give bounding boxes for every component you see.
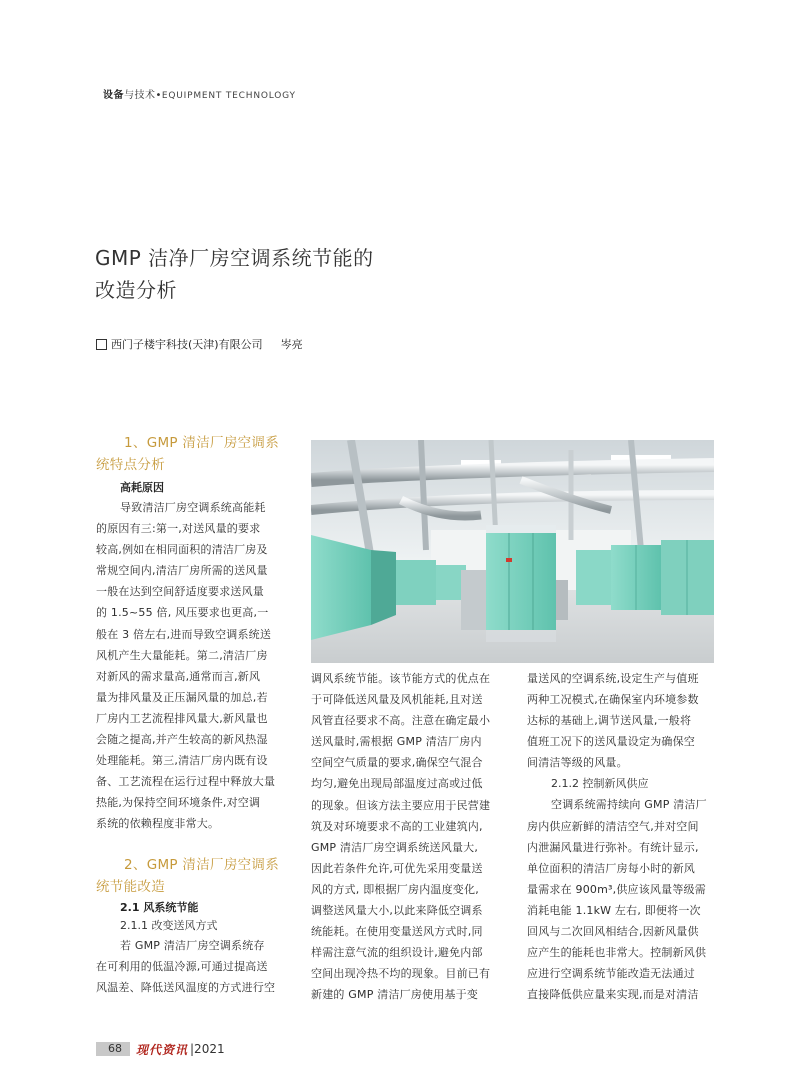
text-line: 量送风的空调系统,设定生产与值班: [527, 672, 699, 685]
text-line: 的 1.5~55 倍, 风压要求也更高,一: [96, 606, 269, 620]
text-line: 量需求在 900m³,供应该风量等级需: [527, 882, 706, 896]
text-line: 达标的基础上,调节送风量,一般将: [527, 714, 692, 728]
header-en: EQUIPMENT TECHNOLOGY: [161, 91, 296, 101]
paragraph-2: [96, 935, 284, 998]
author-name: 岑亮: [280, 338, 303, 351]
text-line: 空间出现冷热不均的现象。目前已有: [311, 967, 491, 981]
text-line: 常规空间内,清洁厂房所需的送风量: [96, 564, 268, 578]
text-line: 若 GMP 清洁厂房空调系统存: [120, 938, 265, 952]
page-footer: [96, 1042, 225, 1056]
text-line: 在可利用的低温冷源,可通过提高送: [96, 959, 268, 973]
author-line: [96, 336, 303, 352]
text-line: 的现象。但该方法主要应用于民营建: [311, 798, 491, 812]
square-bullet-icon: [96, 339, 107, 350]
hvac-room-illustration: [311, 440, 714, 663]
text-line: 空间空气质量的要求,确保空气混合: [311, 756, 483, 770]
column-1: [96, 432, 284, 998]
text-line: 应产生的能耗也非常大。控制新风供: [527, 946, 707, 960]
header-dot: •: [155, 90, 162, 101]
text-line: 值班工况下的送风量设定为确保空: [527, 735, 695, 749]
text-line: 回风与二次回风相结合,因新风量供: [527, 925, 699, 939]
column-3: [527, 668, 715, 1005]
text-line: 消耗电能 1.1kW 左右, 即便将一次: [527, 903, 701, 917]
text-line: GMP 清洁厂房空调系统送风量大,: [311, 840, 479, 854]
column-3-paragraph-2: [527, 794, 715, 1005]
hvac-room-photo: [311, 440, 714, 663]
text-line: 统能耗。在使用变量送风方式时,同: [311, 925, 483, 939]
title-line-1: GMP 洁净厂房空调系统节能的: [95, 246, 374, 270]
subheading-cause: 高耗原因: [120, 481, 164, 494]
text-line: 筑及对环境要求不高的工业建筑内,: [311, 819, 483, 833]
text-line: 应进行空调系统节能改造无法通过: [527, 967, 695, 981]
page-number: 68: [96, 1042, 130, 1056]
text-line: 会随之提高,并产生较高的新风热湿: [96, 733, 268, 747]
section-heading-1: 1、GMP 清洁厂房空调系 统特点分析: [96, 435, 280, 473]
subheading-change-supply: 2.1.1 改变送风方式: [120, 918, 218, 932]
issue-year: |2021: [190, 1042, 225, 1056]
text-line: 间清洁等级的风量。: [527, 756, 628, 770]
text-line: 量为排风量及正压漏风量的加总,若: [96, 690, 268, 704]
text-line: 热能,为保持空间环境条件,对空调: [96, 796, 261, 810]
magazine-logo: 现代资讯: [136, 1042, 189, 1057]
text-line: 较高,例如在相同面积的清洁厂房及: [96, 543, 268, 557]
text-line: 导致清洁厂房空调系统高能耗: [120, 501, 266, 514]
text-line: 单位面积的清洁厂房每小时的新风: [527, 861, 695, 875]
header-bold: 设备: [103, 90, 124, 101]
section-heading-2: 2、GMP 清洁厂房空调系 统节能改造: [96, 856, 280, 895]
column-2: [311, 668, 499, 1006]
text-line: 送风量时,需根据 GMP 清洁厂房内: [311, 735, 482, 749]
text-line: 新建的 GMP 清洁厂房使用基于变: [311, 988, 479, 1002]
text-line: 两种工况模式,在确保室内环境参数: [527, 693, 699, 707]
text-line: 房内供应新鲜的清洁空气,并对空间: [527, 819, 699, 833]
text-line: 因此若条件允许,可优先采用变量送: [311, 861, 483, 875]
text-line: 直接降低供应量来实现,而是对清洁: [527, 988, 699, 1002]
text-line: 风的方式, 即根据厂房内温度变化,: [311, 882, 479, 896]
text-line: 备、工艺流程在运行过程中释放大量: [96, 775, 276, 789]
header-mid: 与技术: [124, 90, 156, 101]
text-line: 于可降低送风量及风机能耗,且对送: [311, 693, 483, 707]
subheading-air-system: 2.1 风系统节能: [120, 900, 199, 914]
subheading-fresh-air: 2.1.2 控制新风供应: [551, 777, 649, 791]
text-line: 风机产生大量能耗。第二,清洁厂房: [96, 648, 268, 662]
text-line: 样需注意气流的组织设计,避免内部: [311, 946, 483, 960]
text-line: 空调系统需持续向 GMP 清洁厂: [551, 798, 707, 812]
text-line: 处理能耗。第三,清洁厂房内既有设: [96, 754, 268, 768]
text-line: 厂房内工艺流程排风量大,新风量也: [96, 711, 268, 725]
text-line: 一般在达到空间舒适度要求送风量: [96, 585, 264, 599]
text-line: 般在 3 倍左右,进而导致空调系统送: [96, 627, 272, 641]
text-line: 对新风的需求量高,通常而言,新风: [96, 669, 261, 683]
text-line: 调整送风量大小,以此来降低空调系: [311, 904, 483, 918]
paragraph-1: [96, 497, 284, 835]
text-line: 风温差、降低送风温度的方式进行空: [96, 980, 276, 994]
text-line: 内泄漏风量进行弥补。有统计显示,: [527, 840, 699, 854]
text-line: 系统的依赖程度非常大。: [96, 817, 220, 831]
title-line-2: 改造分析: [95, 278, 177, 302]
running-header: [103, 86, 296, 101]
article-title: [95, 242, 515, 306]
text-line: 均匀,避免出现局部温度过高或过低: [311, 777, 483, 791]
column-3-paragraph-1: [527, 668, 715, 773]
text-line: 风管直径要求不高。注意在确定最小: [311, 714, 491, 728]
author-org: 西门子楼宇科技(天津)有限公司: [111, 338, 263, 351]
text-line: 的原因有三:第一,对送风量的要求: [96, 522, 261, 536]
text-line: 调风系统节能。该节能方式的优点在: [311, 672, 491, 685]
